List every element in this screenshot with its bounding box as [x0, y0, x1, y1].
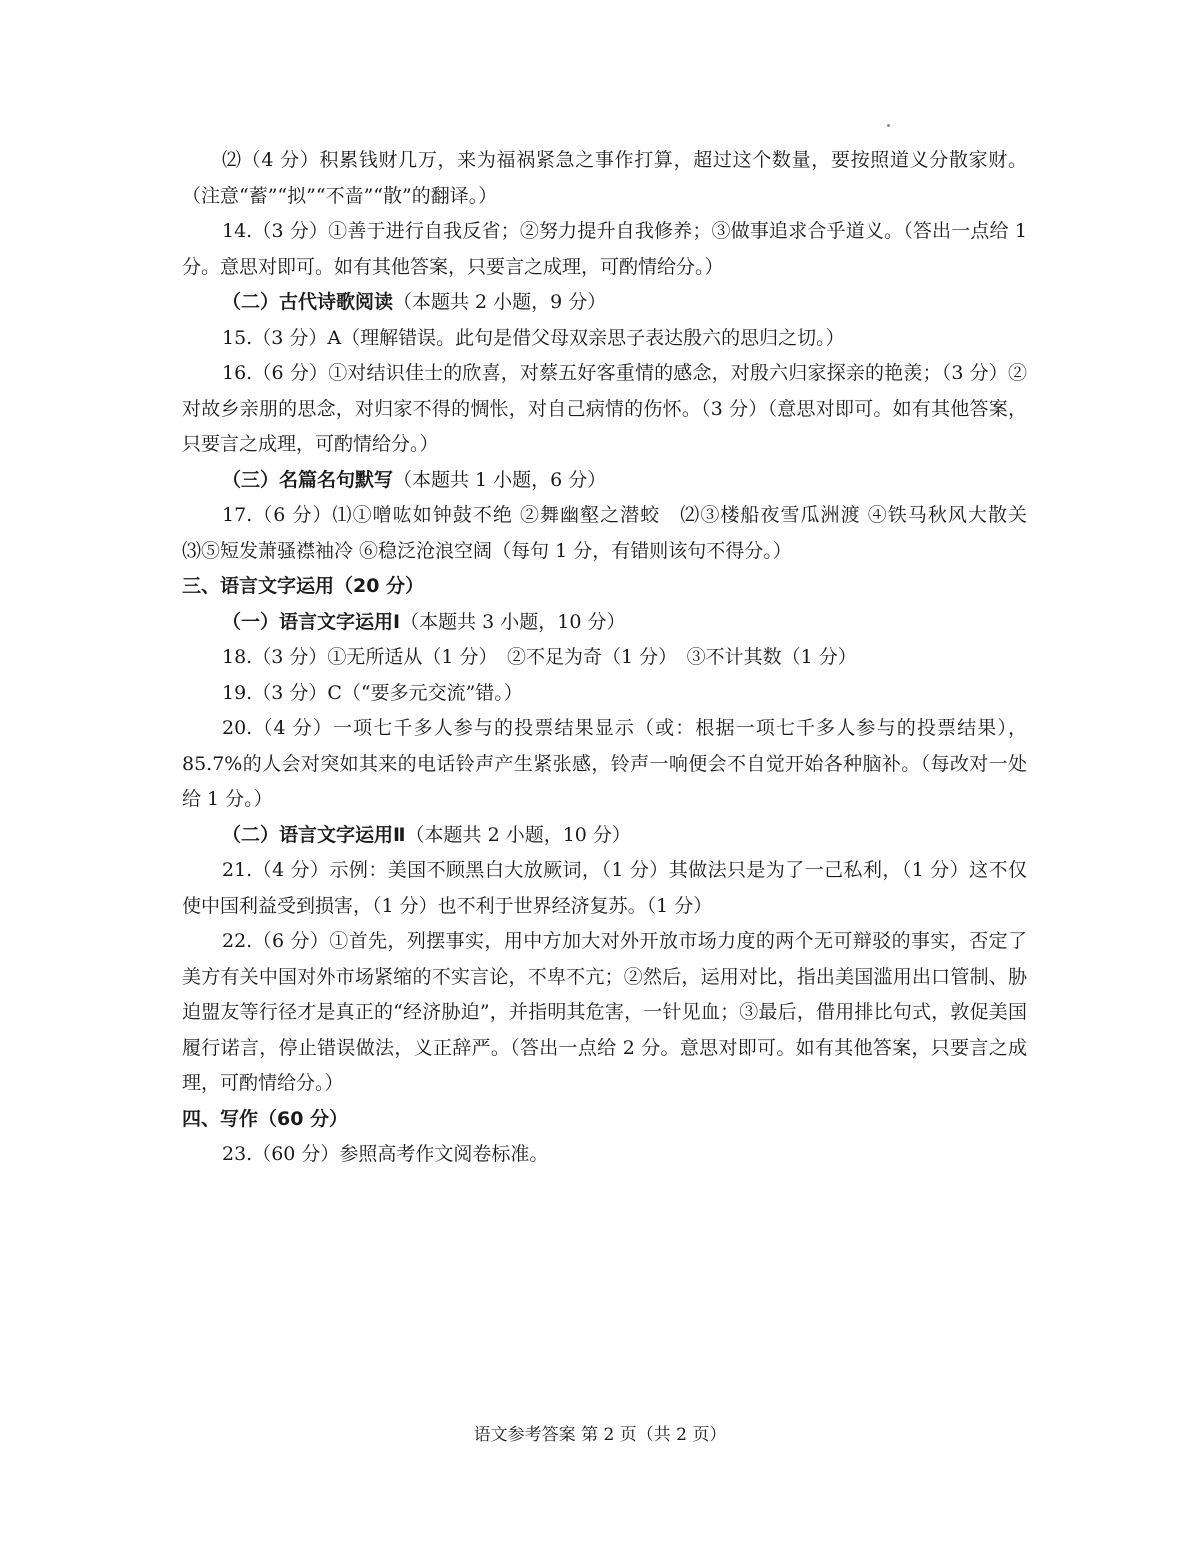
section-title: （一）语言文字运用Ⅰ [222, 610, 401, 633]
section-note: （本题共 2 小题，9 分） [393, 291, 607, 313]
section-note: （本题共 2 小题，10 分） [405, 823, 631, 846]
section-heading-language-use-1 [182, 605, 1027, 641]
section-title: （三）名篇名句默写 [222, 468, 394, 491]
answer-13-2: ⑵（4 分）积累钱财几万，来为福祸紧急之事作打算，超过这个数量，要按照道义分散家财。（注意“蓄”“拟”“不啬”“散”的翻译。） [182, 149, 1027, 207]
page-footer: 语文参考答案 第 2 页（共 2 页） [473, 1425, 727, 1445]
section-title: （二）古代诗歌阅读 [222, 291, 394, 313]
answer-23: 23.（60 分）参照高考作文阅卷标准。 [222, 1143, 549, 1165]
answer-22: 22.（6 分）①首先，列摆事实，用中方加大对外开放市场力度的两个无可辩驳的事实，否定了美方有关中国对外市场紧缩的不实言论，不卑不亢；②然后，运用对比，指出美国滥用出口管制、胁迫盟友等行径才是真正的“经济胁迫”，并指明其危害，一针见血；③最后，借用排比句式，敦促美国履行诺言，停止错误做法，义正辞严。（答出一点给 2 分。意思对即可。如有其他答案，只要言之成理，可酌情给分。） [182, 930, 1027, 1094]
section-heading-language-use-2 [182, 818, 1027, 854]
section-heading-recitation [182, 463, 1027, 499]
answer-16: 16.（6 分）①对结识佳士的欣喜，对蔡五好客重情的感念，对殷六归家探亲的艳羡；（3 分）②对故乡亲朋的思念，对归家不得的惆怅，对自己病情的伤怀。（3 分）（意思对即可。如有其他答案，只要言之成理，可酌情给分。） [182, 362, 1027, 455]
section-heading-poetry [182, 285, 1027, 321]
section-heading-writing: 四、写作（60 分） [182, 1107, 349, 1130]
answer-21: 21.（4 分）示例：美国不顾黑白大放厥词，（1 分）其做法只是为了一己私利，（1 分）这不仅使中国利益受到损害，（1 分）也不利于世界经济复苏。（1 分） [182, 859, 1027, 917]
speck-mark [887, 124, 890, 127]
section-title: （二）语言文字运用Ⅱ [222, 823, 406, 846]
section-note: （本题共 1 小题，6 分） [393, 468, 607, 491]
answer-17: 17.（6 分）⑴①噌吰如钟鼓不绝 ②舞幽壑之潜蛟 ⑵③楼船夜雪瓜洲渡 ④铁马秋风大散关 ⑶⑤短发萧骚襟袖冷 ⑥稳泛沧浪空阔（每句 1 分，有错则该句不得分。） [182, 504, 1047, 562]
section-heading-language-use: 三、语言文字运用（20 分） [182, 575, 425, 597]
answer-18: 18.（3 分）①无所适从（1 分） ②不足为奇（1 分） ③不计其数（1 分） [222, 646, 857, 668]
answer-14: 14.（3 分）①善于进行自我反省；②努力提升自我修养；③做事追求合乎道义。（答出一点给 1 分。意思对即可。如有其他答案，只要言之成理，可酌情给分。） [182, 220, 1027, 278]
section-note: （本题共 3 小题，10 分） [400, 610, 626, 633]
answer-15: 15.（3 分）A（理解错误。此句是借父母双亲思子表达殷六的思归之切。） [222, 326, 845, 349]
answer-19: 19.（3 分）C（“要多元交流”错。） [222, 681, 523, 704]
answer-content [182, 143, 1047, 1173]
answer-20: 20.（4 分）一项七千多人参与的投票结果显示（或：根据一项七千多人参与的投票结果），85.7%的人会对突如其来的电话铃声产生紧张感，铃声一响便会不自觉开始各种脑补。（每改对一处给 1 分。） [182, 717, 1027, 810]
